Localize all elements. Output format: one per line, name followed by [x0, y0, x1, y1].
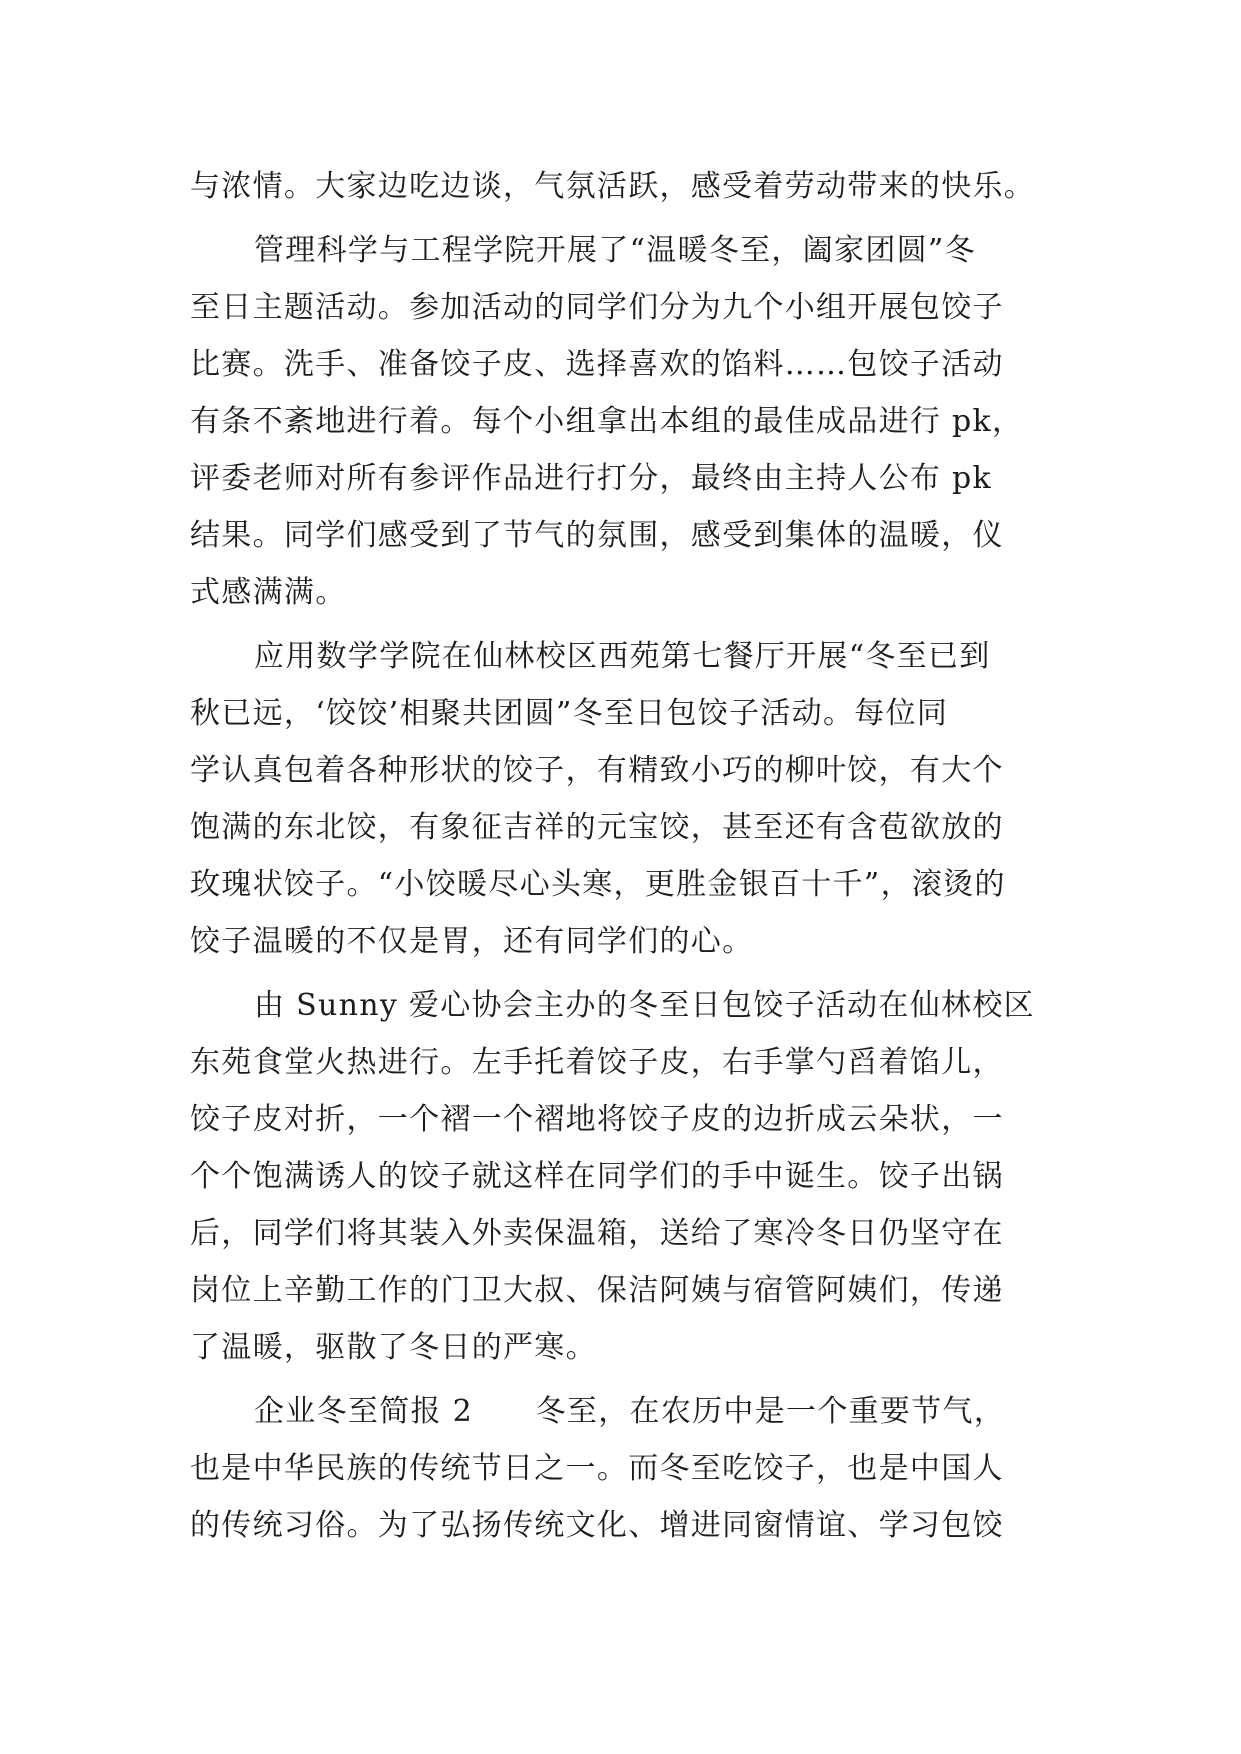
paragraph-line: 比赛。洗手、准备饺子皮、选择喜欢的馅料……包饺子活动 [190, 347, 1004, 382]
paragraph-line: 与浓情。大家边吃边谈，气氛活跃，感受着劳动带来的快乐。 [190, 169, 1036, 204]
paragraph-line: 有条不紊地进行着。每个小组拿出本组的最佳成品进行 pk， [190, 404, 1024, 439]
paragraph-line: 饺子皮对折，一个褶一个褶地将饺子皮的边折成云朵状，一 [190, 1102, 1004, 1137]
paragraph-line: 评委老师对所有参评作品进行打分，最终由主持人公布 pk [190, 461, 993, 496]
paragraph-line: 的传统习俗。为了弘扬传统文化、增进同窗情谊、学习包饺 [190, 1508, 1004, 1543]
paragraph-line: 后，同学们将其装入外卖保温箱，送给了寒冷冬日仍坚守在 [190, 1216, 1004, 1251]
paragraph-line: 式感满满。 [190, 575, 347, 610]
paragraph-line: 饱满的东北饺，有象征吉祥的元宝饺，甚至还有含苞欲放的 [190, 810, 1004, 845]
paragraph-line: 岗位上辛勤工作的门卫大叔、保洁阿姨与宿管阿姨们，传递 [190, 1273, 1004, 1308]
paragraph-line: 也是中华民族的传统节日之一。而冬至吃饺子，也是中国人 [190, 1451, 1004, 1486]
paragraph-line: 至日主题活动。参加活动的同学们分为九个小组开展包饺子 [190, 290, 1004, 325]
paragraph-line: 应用数学学院在仙林校区西苑第七餐厅开展“冬至已到 [254, 639, 991, 674]
paragraph-line: 饺子温暖的不仅是胃，还有同学们的心。 [190, 924, 754, 959]
document-body [190, 158, 1058, 1554]
paragraph-line: 了温暖，驱散了冬日的严寒。 [190, 1330, 597, 1365]
paragraph-line: 管理科学与工程学院开展了“温暖冬至，阖家团圆”冬 [254, 233, 976, 268]
paragraph-line: 企业冬至简报 2 冬至，在农历中是一个重要节气， [254, 1394, 1006, 1429]
paragraph-line: 东苑食堂火热进行。左手托着饺子皮，右手掌勺舀着馅儿， [190, 1045, 1004, 1080]
paragraph-line: 由 Sunny 爱心协会主办的冬至日包饺子活动在仙林校区 [254, 988, 1035, 1023]
paragraph-line: 个个饱满诱人的饺子就这样在同学们的手中诞生。饺子出锅 [190, 1159, 1004, 1194]
paragraph-line: 结果。同学们感受到了节气的氛围，感受到集体的温暖，仪 [190, 518, 1004, 553]
paragraph-line: 玫瑰状饺子。“小饺暖尽心头寒，更胜金银百十千”，滚烫的 [190, 867, 1006, 902]
paragraph-line: 秋已远，‘饺饺’相聚共团圆”冬至日包饺子活动。每位同 [190, 696, 949, 731]
paragraph-line: 学认真包着各种形状的饺子，有精致小巧的柳叶饺，有大个 [190, 753, 1004, 788]
